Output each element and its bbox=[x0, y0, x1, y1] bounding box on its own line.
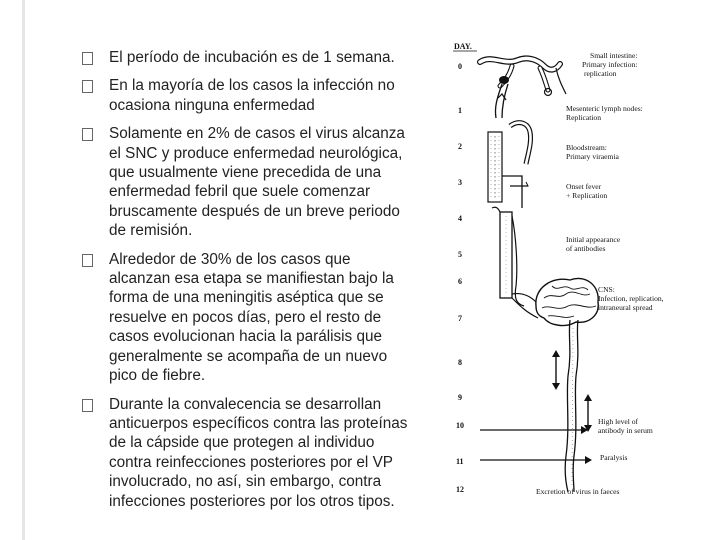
annotation-small-intestine: Primary infection: bbox=[582, 60, 638, 69]
left-accent-bar bbox=[22, 0, 25, 540]
day-label: 11 bbox=[456, 457, 464, 466]
bullet-box-icon bbox=[82, 254, 93, 267]
bullet-item bbox=[82, 48, 412, 67]
bullet-box-icon bbox=[82, 80, 93, 93]
arrow-icon bbox=[584, 394, 592, 432]
arrow-icon bbox=[552, 350, 560, 390]
day-label: 4 bbox=[458, 214, 462, 223]
day-label: 5 bbox=[458, 250, 462, 259]
bullet-item bbox=[82, 250, 412, 386]
brain-illustration bbox=[536, 278, 598, 325]
day-label: 0 bbox=[458, 62, 462, 71]
annotation-fever: Onset fever bbox=[566, 182, 602, 191]
bullet-text: El período de incubación es de 1 semana. bbox=[109, 49, 395, 66]
bullet-item bbox=[82, 76, 412, 115]
day-label: 9 bbox=[458, 393, 462, 402]
day-label: 1 bbox=[458, 106, 462, 115]
bullet-box-icon bbox=[82, 128, 93, 141]
lymph-vessel bbox=[495, 84, 502, 118]
bullet-box-icon bbox=[82, 52, 93, 65]
annotation-bloodstream: Bloodstream: bbox=[566, 143, 607, 152]
arrow-icon bbox=[480, 456, 592, 464]
annotation-high-antibody: antibody in serum bbox=[598, 426, 653, 435]
annotation-antibodies: of antibodies bbox=[566, 244, 606, 253]
annotation-bloodstream: Primary viraemia bbox=[566, 152, 619, 161]
bloodstream-vessel bbox=[488, 132, 528, 208]
annotation-cns: intraneural spread bbox=[598, 303, 653, 312]
annotation-antibodies: Initial appearance bbox=[566, 235, 621, 244]
bullet-item bbox=[82, 395, 412, 511]
lymph-vessel bbox=[502, 84, 508, 118]
annotation-cns: Infection, replication, bbox=[598, 294, 664, 303]
annotation-high-antibody: High level of bbox=[598, 417, 639, 426]
bullet-text: Alrededor de 30% de los casos que alcanzan esa etapa se manifiestan bajo la forma de una meningitis aséptica que se resuelve en pocos días, pero el resto de casos evolucionan hacia la parálisis que generalmente se acompaña de un nuevo pico de fiebre. bbox=[109, 250, 394, 385]
spinal-cord bbox=[565, 320, 578, 492]
pathogenesis-diagram bbox=[440, 36, 710, 506]
bullet-item bbox=[82, 124, 412, 240]
arrow-icon bbox=[480, 426, 588, 434]
spinal-tube bbox=[492, 207, 524, 306]
bullet-text: Solamente en 2% de casos el virus alcanza el SNC y produce enfermedad neurológica, que usualmente viene precedida de una enfermedad febril que suele comenzar bruscamente después de un breve periodo de remisión. bbox=[109, 125, 405, 240]
annotation-paralysis: Paralysis bbox=[600, 453, 628, 462]
annotation-small-intestine: Small intestine: bbox=[590, 51, 638, 60]
annotation-lymph-nodes: Mesenteric lymph nodes: bbox=[566, 104, 643, 113]
day-label: 3 bbox=[458, 178, 462, 187]
bullet-list bbox=[82, 48, 412, 520]
small-intestine-illustration bbox=[480, 58, 566, 95]
annotation-small-intestine: replication bbox=[584, 69, 617, 78]
day-header: DAY. bbox=[454, 42, 472, 51]
day-label: 10 bbox=[456, 421, 464, 430]
annotation-excretion: Excretion of virus in faeces bbox=[536, 487, 620, 496]
bullet-box-icon bbox=[82, 399, 93, 412]
annotation-cns: CNS: bbox=[598, 285, 615, 294]
bullet-text: En la mayoría de los casos la infección no ocasiona ninguna enfermedad bbox=[109, 77, 395, 114]
annotation-lymph-nodes: Replication bbox=[566, 113, 602, 122]
day-label: 6 bbox=[458, 277, 462, 286]
day-label: 12 bbox=[456, 485, 464, 494]
annotation-fever: + Replication bbox=[566, 191, 608, 200]
day-label: 8 bbox=[458, 358, 462, 367]
day-label: 7 bbox=[458, 314, 462, 323]
day-label: 2 bbox=[458, 142, 462, 151]
bullet-text: Durante la convalecencia se desarrollan anticuerpos específicos contra las proteínas de la cápside que protegen al individuo contra reinfecciones posteriores por el VP involucrado, no así, sin embargo, contra infecciones posteriores por los otros tipos. bbox=[109, 395, 408, 510]
